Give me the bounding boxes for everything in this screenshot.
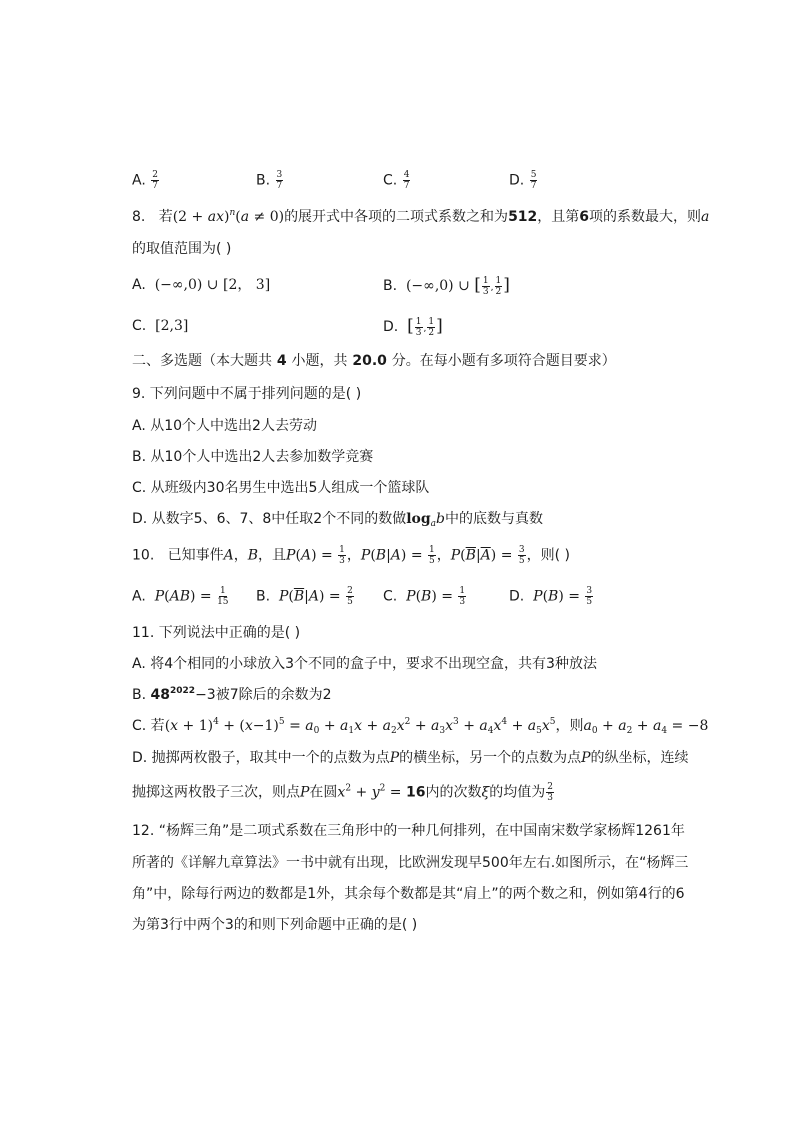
q7-option-d [509,170,538,191]
option-label: C. [383,172,398,189]
q11-option-d-cont: 抛掷这两枚骰子三次，则点P在圆$x^2 + y^2 = 16$内的次数ξ的均值为 $\frac{2}{3}$ [132,782,553,803]
q7-option-a [132,170,160,191]
fraction: $\frac{4}{7}$ [403,170,410,191]
q11-stem: 11. 下列说法中正确的是( ) [132,625,301,641]
option-label: D. [509,172,525,189]
q12-stem-line3: 角”中，除每行两边的数都是1外，其余每个数都是其“肩上”的两个数之和，例如第4行的6 [132,886,685,902]
fraction: $\frac{5}{7}$ [530,170,537,191]
q10-option-d: D. P(B) = $\frac{3}{5}$ [509,586,593,607]
option-label: A. [132,172,146,189]
q10-option-c: C. P(B) = $\frac{1}{3}$ [383,586,466,607]
q8-option-b: B. (−∞,0) ∪ [ $\frac{1}{3}$ , $\frac{1}{2}$ ] [383,275,510,297]
q10-stem: 10. 已知事件A，B，且P(A) = $\frac{1}{3}$ ，P(B|A) = $\frac{1}{5}$ ，$P(\overline{B}|\overline{A})$ = $\frac{3}{5}$ ，则( ) [132,545,570,566]
q9-option-c: C. 从班级内30名男生中选出5人组成一个篮球队 [132,480,430,496]
q7-option-b [256,170,284,191]
q12-stem-line2: 所著的《详解九章算法》一书中就有出现，比欧洲发现早500年左右.如图所示，在“杨辉三 [132,855,689,871]
q10-option-b: B. $P(\overline{B}|A)$ = $\frac{2}{5}$ [256,586,353,607]
q9-option-a: A. 从10个人中选出2人去劳动 [132,418,317,434]
q9-stem: 9. 下列问题中不属于排列问题的是( ) [132,386,362,402]
q12-stem-line1: 12. “杨辉三角”是二项式系数在三角形中的一种几何排列，在中国南宋数学家杨辉1261年 [132,823,685,839]
q7-options-row [0,170,794,190]
q8-option-a: A. (−∞,0) ∪ [2， 3] [132,277,271,293]
q11-option-a: A. 将4个相同的小球放入3个不同的盒子中，要求不出现空盒，共有3种放法 [132,656,597,672]
q12-stem-line4: 为第3行中两个3的和则下列命题中正确的是( ) [132,917,418,933]
q9-option-b: B. 从10个人中选出2人去参加数学竞赛 [132,449,374,465]
q10-option-a: A. P(AB) = $\frac{1}{15}$ [132,586,229,607]
option-label: B. [256,172,271,189]
q8-option-d: D. [ $\frac{1}{3}$ , $\frac{1}{2}$ ] [383,316,443,338]
fraction: $\frac{2}{7}$ [152,170,158,191]
q11-option-d: D. 抛掷两枚骰子，取其中一个的点数为点P的横坐标，另一个的点数为点P的纵坐标，连续 [132,750,689,766]
q11-option-c: C. 若$(x + 1)^4 + (x-1)^5 = a_0 + a_1x + a_2x^2 + a_3x^3 + a_4x^4 + a_5x^5$，则$a_0 + a_2 + a_4 = -8$ [132,717,709,736]
q11-option-b: B. $48^{2022}-3$被7除后的余数为2 [132,686,332,703]
q8-stem-line1: 8. 若(2 + ax)$^n$(a ≠ 0)的展开式中各项的二项式系数之和为512，且第6项的系数最大，则a [132,208,710,225]
fraction: $\frac{3}{7}$ [276,170,283,191]
q8-stem-line2: 的取值范围为( ) [132,241,232,257]
section-heading: 二、多选题（本大题共 4 小题，共 20.0 分。在每小题有多项符合题目要求） [132,353,616,369]
q8-option-c: C. [2,3] [132,318,189,334]
q9-option-d: D. 从数字5、6、7、8中任取2个不同的数做$\log_ab$中的底数与真数 [132,511,544,529]
q7-option-c [383,170,411,191]
